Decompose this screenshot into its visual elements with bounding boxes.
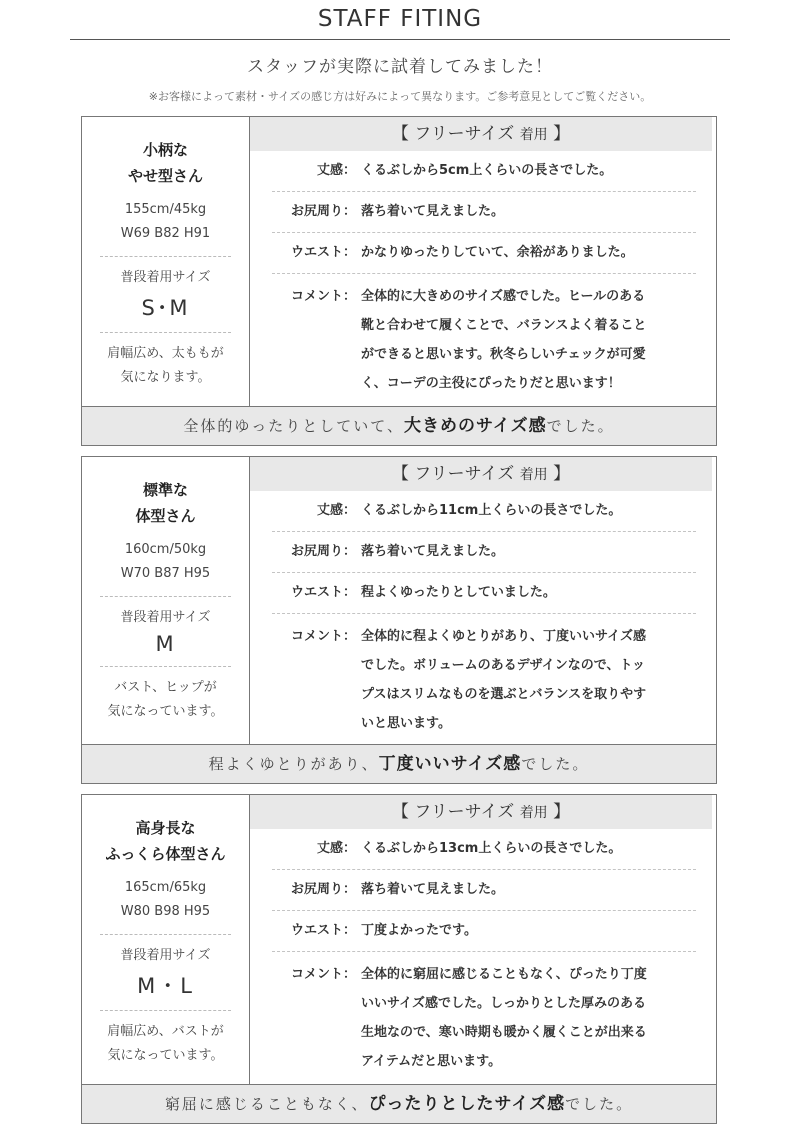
body-type: 小柄な やせ型さん [127,141,203,185]
page-subtitle: スタッフが実際に試着してみました！ [247,57,553,77]
body-concern: バスト、ヒップが 気になっています。 [107,680,224,719]
fit-summary: 程よくゆとりがあり、丁度いいサイズ感でした。 [82,744,716,783]
divider [100,1010,231,1011]
fit-row-waist: ウエスト： かなりゆったりしていて、余裕がありました。 [272,233,696,274]
fit-summary: 全体的ゆったりとしていて、大きめのサイズ感でした。 [82,406,716,445]
divider [100,256,231,257]
body-type: 高身長な ふっくら体型さん [105,819,226,863]
fit-row-length: 丈感： くるぶしから5cm上くらいの長さでした。 [272,151,696,192]
divider [100,332,231,333]
fit-summary: 窮屈に感じることもなく、ぴったりとしたサイズ感でした。 [82,1084,716,1123]
fit-size-header: 【 フリーサイズ 着用 】 [250,457,712,491]
fit-row-length: 丈感： くるぶしから11cm上くらいの長さでした。 [272,491,696,532]
body-concern: 肩幅広め、バストが 気になっています。 [107,1024,224,1063]
staff-card-2 [81,456,717,784]
staff-profile [82,457,250,745]
fit-row-comment: コメント： 全体的に大きめのサイズ感でした。ヒールのある 靴と合わせて履くことで、バランスよく着ること ができると思います。秋冬らしいチェックが可愛 く、コーデの主役にぴったりだと思います！ [290,289,647,391]
measurements: 165cm/65kg W80 B98 H95 [120,880,211,919]
body-concern: 肩幅広め、太ももが 気になります。 [107,346,224,385]
body-type: 標準な 体型さん [135,481,196,525]
page-note: ※お客様によって素材・サイズの感じ方は好みによって異なります。ご参考意見としてご覧ください。 [148,90,652,103]
fit-row-hips: お尻周り： 落ち着いて見えました。 [272,870,696,911]
divider [100,934,231,935]
fit-details [250,795,716,1085]
staff-profile [82,117,250,407]
fit-size-header: 【 フリーサイズ 着用 】 [250,795,712,829]
usual-size-label: 普段着用サイズ [120,610,211,625]
usual-size-value: M・L [137,974,194,998]
title-divider [70,39,730,40]
fit-details [250,117,716,407]
usual-size-label: 普段着用サイズ [120,948,211,963]
staff-profile [82,795,250,1085]
staff-card-1 [81,116,717,446]
fit-details [250,457,716,745]
measurements: 155cm/45kg W69 B82 H91 [120,202,211,241]
fit-row-length: 丈感： くるぶしから13cm上くらいの長さでした。 [272,829,696,870]
usual-size-label: 普段着用サイズ [120,270,211,285]
usual-size-value: S･M [141,296,190,320]
divider [100,666,231,667]
page-title: STAFF FITING [317,6,483,32]
measurements: 160cm/50kg W70 B87 H95 [120,542,211,581]
staff-card-3 [81,794,717,1124]
fit-row-comment: コメント： 全体的に窮屈に感じることもなく、ぴったり丁度 いいサイズ感でした。しっかりとした厚みのある 生地なので、寒い時期も暖かく履くことが出来る アイテムだと思います。 [290,967,647,1069]
usual-size-value: M [155,632,176,656]
fit-row-waist: ウエスト： 程よくゆったりとしていました。 [272,573,696,614]
fit-row-comment: コメント： 全体的に程よくゆとりがあり、丁度いいサイズ感 でした。ボリュームのあるデザインなので、トッ プスはスリムなものを選ぶとバランスを取りやす いと思います。 [290,629,647,731]
fit-row-waist: ウエスト： 丁度よかったです。 [272,911,696,952]
divider [100,596,231,597]
fit-size-header: 【 フリーサイズ 着用 】 [250,117,712,151]
fit-row-hips: お尻周り： 落ち着いて見えました。 [272,532,696,573]
fit-row-hips: お尻周り： 落ち着いて見えました。 [272,192,696,233]
